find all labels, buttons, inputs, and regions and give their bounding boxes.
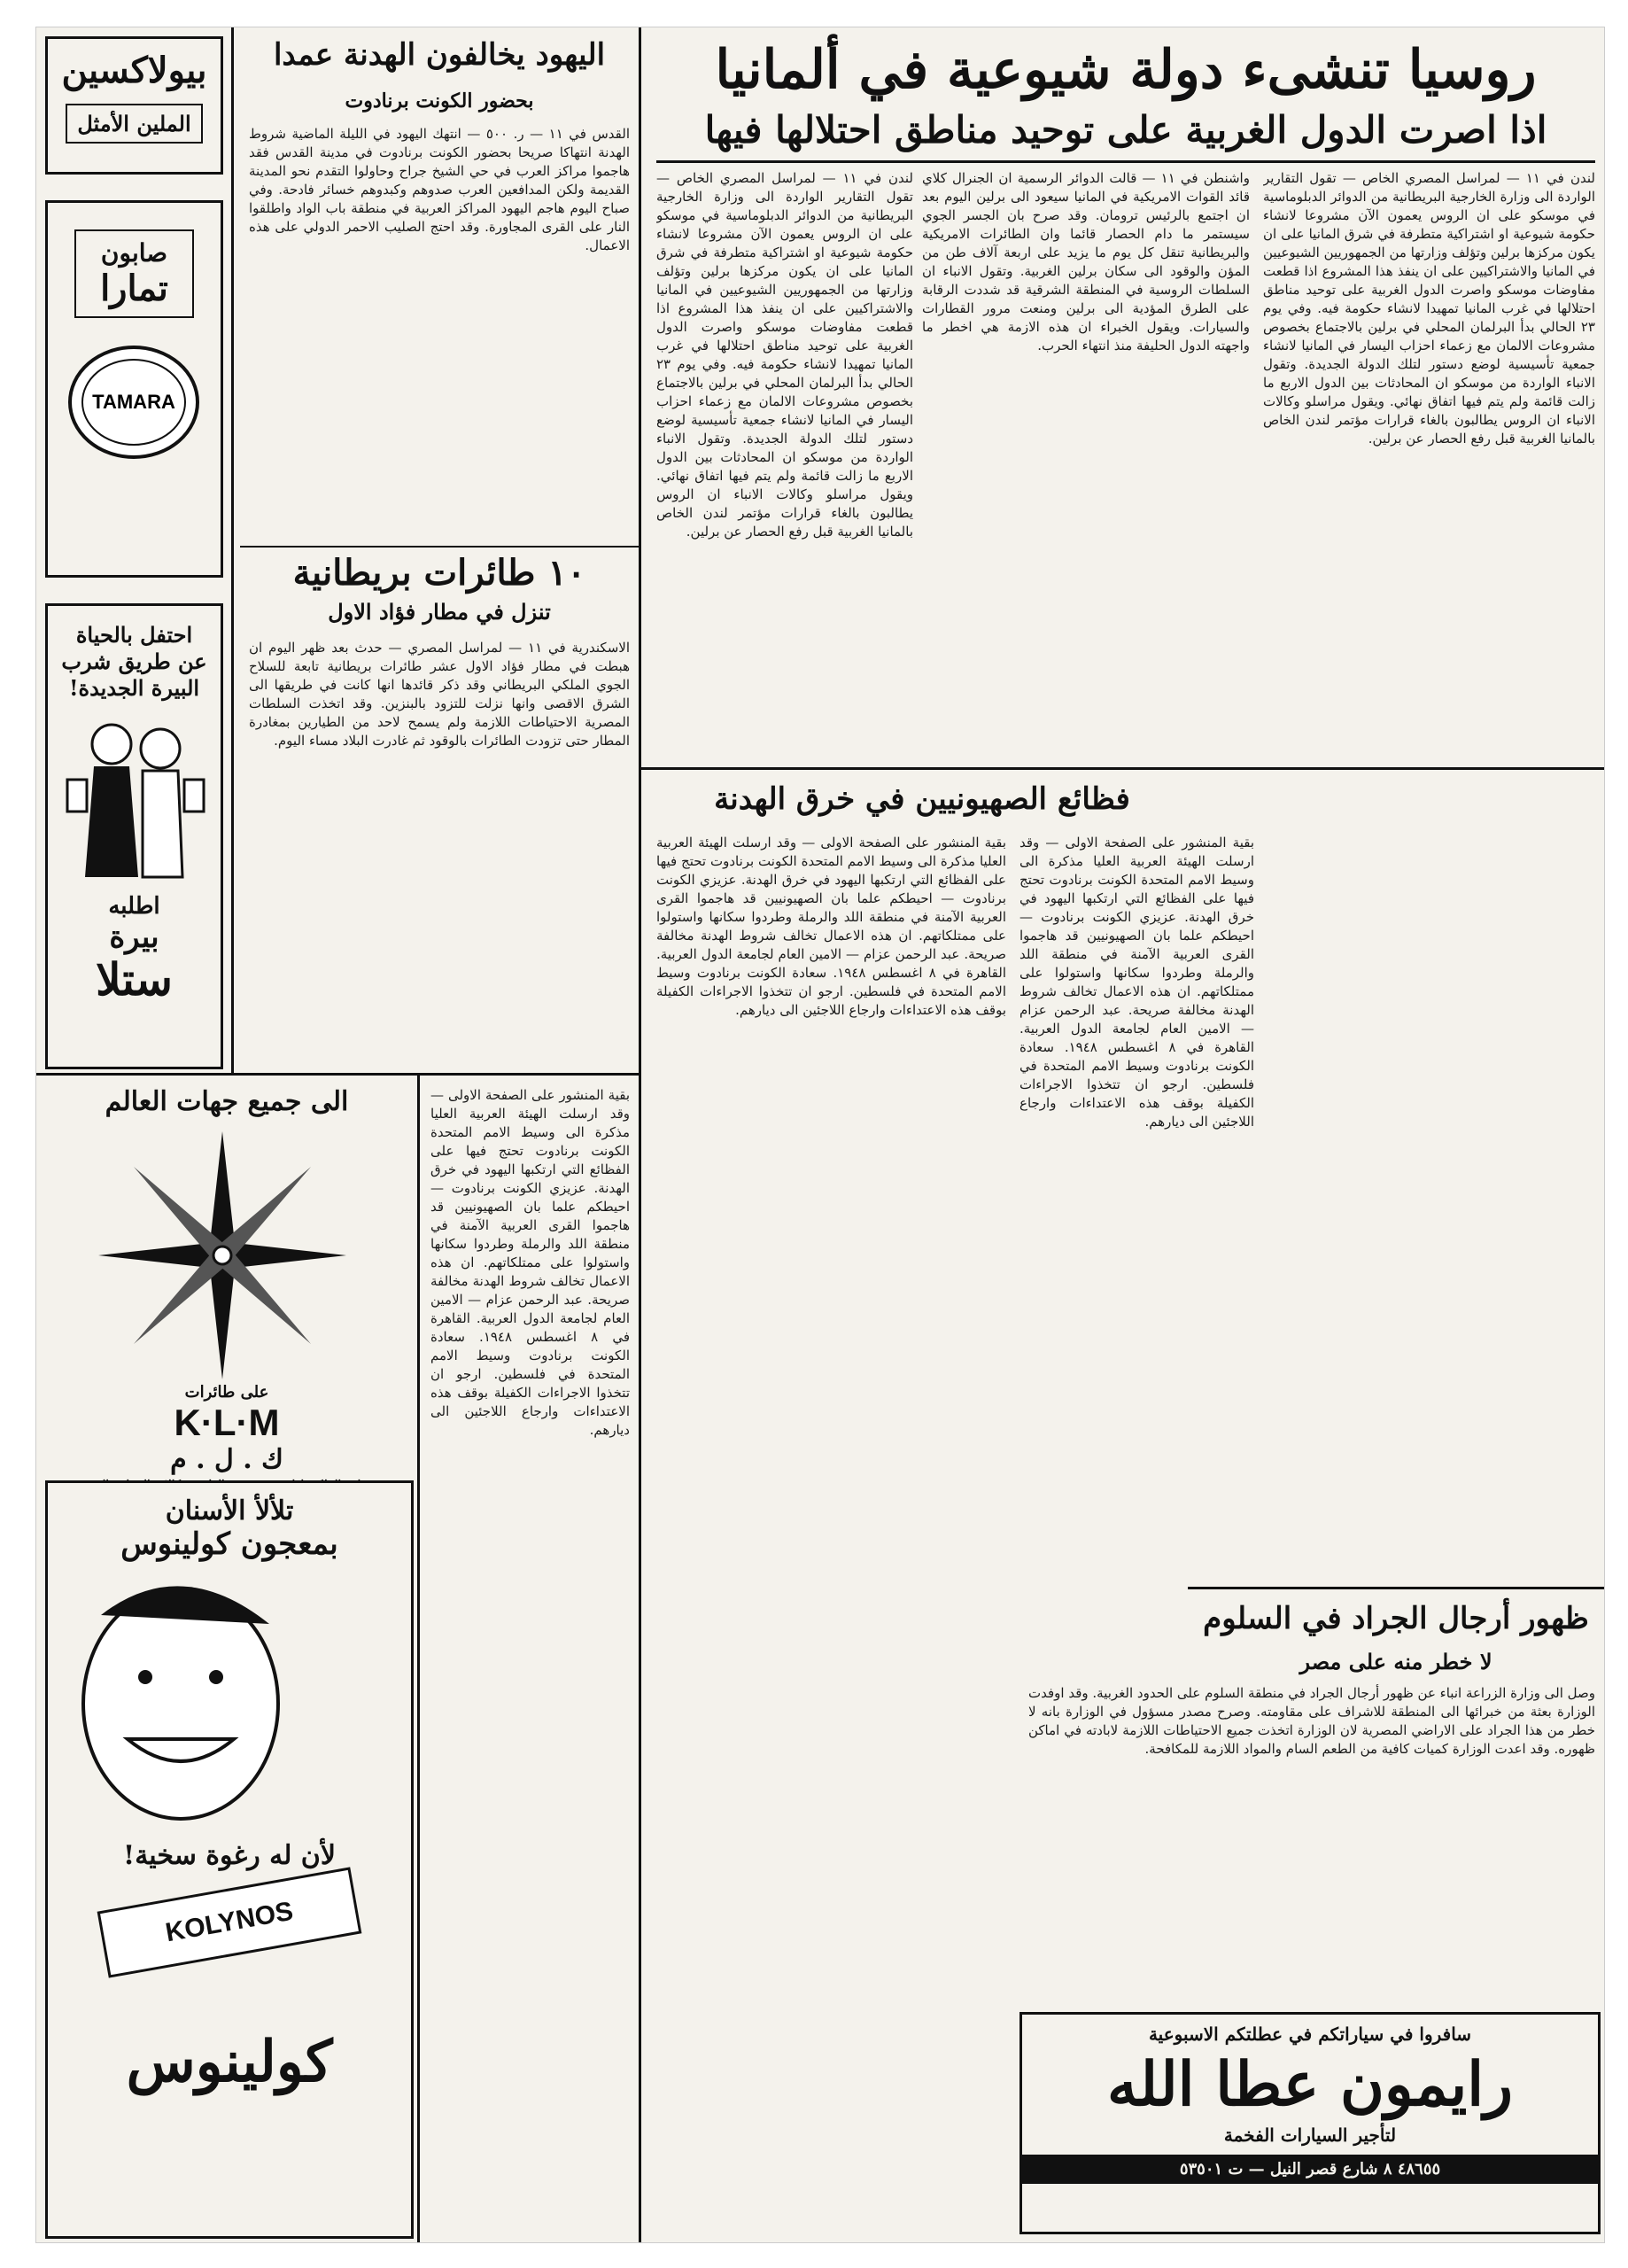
klm-top-line: الى جميع جهات العالم bbox=[105, 1086, 349, 1117]
soap-bar-icon bbox=[63, 336, 205, 469]
klm-letters: K·L·M bbox=[174, 1402, 280, 1443]
section-rule bbox=[36, 1073, 639, 1076]
ad-stella-beer bbox=[45, 603, 223, 1069]
planes-subheadline: تنزل في مطار فؤاد الاول bbox=[328, 599, 551, 625]
compass-rose-icon bbox=[45, 1122, 399, 1379]
main-story-col-2: واشنطن في ١١ — قالت الدوائر الرسمية ان الجنرال كلاي قائد القوات الامريكية في المانيا سيعود الى برلين اليوم بعد ان اجتمع بالرئيس ترومان. وقد صرح بان الجسر الجوي سيستمر ما دام الحصار قائما وان الطائرات الامريكية والبريطانية تنقل كل يوم ما يزيد على اربعة آلاف طن من المؤن والوقود الى سكان برلين الغربية. وتقول الانباء ان السلطات الروسية في المنطقة الشرقية قد شددت الرقابة على الطرق المؤدية الى برلين ومنعت مرور القطارات والسيارات. ويقول الخبراء ان هذه الازمة هي اخطر ما واجهته الدول الحليفة منذ انتهاء الحرب. bbox=[922, 170, 1250, 353]
klm-arabic: ك . ل . م bbox=[170, 1444, 283, 1475]
tamara-line-2: تمارا bbox=[100, 268, 168, 309]
kolynos-brand: كولينوس bbox=[126, 2029, 333, 2095]
kolynos-sub-line: بمعجون كولينوس bbox=[120, 1526, 338, 1562]
ad-klm bbox=[45, 1086, 408, 1475]
biolaxine-tagline: الملين الأمثل bbox=[66, 104, 203, 144]
rayon-brand: رايمون عطا الله bbox=[1106, 2049, 1514, 2120]
ad-kolynos bbox=[45, 1480, 414, 2239]
stella-line-1: احتفل بالحياة bbox=[75, 622, 193, 648]
tamara-wrapper-text: TAMARA bbox=[92, 391, 175, 413]
kolynos-slogan: لأن له رغوة سخية! bbox=[123, 1840, 336, 1871]
headline-rule bbox=[656, 160, 1595, 163]
smiling-man-icon bbox=[48, 1562, 402, 1828]
jews-article-text: القدس في ١١ — ر. ٥٠٠ — انتهك اليهود في الليلة الماضية شروط الهدنة انتهاكا صريحا بحضور الكونت برنادوت في مدينة القدس فقد هاجموا مراكز العرب في حي الشيخ جراح وحاولوا التقدم نحو المدينة القديمة ولكن المدافعين العرب صدوهم وكبدوهم خسائر فادحة. وفي صباح اليوم هاجم اليهود المراكز العربية في منطقة باب الواد واطلقوا النار على القرى المجاورة. وقد احتج الصليب الاحمر الدولي على هذه الاعمال. bbox=[249, 126, 630, 253]
planes-article-text: الاسكندرية في ١١ — لمراسل المصري — حدث بعد ظهر اليوم ان هبطت في مطار فؤاد الاول عشر طائرات بريطانية تابعة للسلاح الجوي الملكي البريطاني وقد ذكر قائدها انها كانت في طريقها الى الشرق الاقصى وانها نزلت للتزود بالبنزين. وقد اتخذت السلطات المصرية الاحتياطات اللازمة ولم يسمح لاحد من الطيارين بمغادرة المطار حتى تزودت الطائرات بالوقود ثم غادرت البلاد مساء اليوم. bbox=[249, 640, 630, 749]
tamara-line-1: صابون bbox=[100, 238, 168, 268]
couple-drinking-icon bbox=[58, 709, 209, 886]
ad-tamara-soap bbox=[45, 200, 223, 578]
planes-headline: ١٠ طائرات بريطانية bbox=[292, 552, 586, 594]
section-rule bbox=[1188, 1587, 1604, 1589]
klm-label: على طائرات bbox=[184, 1383, 269, 1402]
stella-product: بيرة bbox=[109, 920, 159, 955]
locust-subheadline: لا خطر منه على مصر bbox=[1299, 1649, 1492, 1674]
ad-biolaxine bbox=[45, 36, 223, 175]
jews-byline: بحضور الكونت برنادوت bbox=[345, 89, 534, 113]
main-headline: روسيا تنشىء دولة شيوعية في ألمانيا bbox=[715, 39, 1537, 101]
main-subheadline: اذا اصرت الدول الغربية على توحيد مناطق احتلالها فيها bbox=[704, 108, 1547, 151]
column-rule bbox=[639, 27, 641, 2242]
stella-line-2: عن طريق شرب bbox=[61, 649, 207, 674]
main-story-col-1: لندن في ١١ — لمراسل المصري الخاص — تقول التقارير الواردة الى وزارة الخارجية البريطانية من الدوائر الدبلوماسية في موسكو على ان الروس يعمون الآن مشروعا لانشاء حكومة شيوعية او اشتراكية متطرفة في شرق المانيا على ان يكون مركزها برلين وتؤلف وزارتها من الجمهوريين الشيوعيين في المانيا والاشتراكيين على ان ينفذ هذا المشروع اذا قطعت مفاوضات موسكو واصرت الدول الغربية على توحيد مناطق احتلالها في غرب المانيا تمهيدا لانشاء حكومة فيه. وفي يوم ٢٣ الحالي بدأ البرلمان المحلي في برلين بالاجتماع بخصوص مشروعات الالمان مع زعماء احزاب اليسار في المانيا لانشاء جمعية تأسيسية لوضع دستور لتلك الدولة الجديدة. وتقول الانباء الواردة من موسكو ان المحادثات بين الدول الاربع ما زالت قائمة ولم يتم فيها اتفاق نهائي. ويقول مراسلو وكالات الانباء ان الروس يطالبون بالغاء قرارات مؤتمر لندن الخاص بالمانيا الغربية قبل رفع الحصار عن برلين. bbox=[1263, 170, 1595, 447]
stella-brand: ستلا bbox=[96, 953, 173, 1006]
main-story-col-3: لندن في ١١ — لمراسل المصري الخاص — تقول التقارير الواردة الى وزارة الخارجية البريطانية من الدوائر الدبلوماسية في موسكو على ان الروس يعمون الآن مشروعا لانشاء حكومة شيوعية او اشتراكية متطرفة في شرق المانيا على ان يكون مركزها برلين وتؤلف وزارتها من الجمهوريين الشيوعيين في المانيا والاشتراكيين على ان ينفذ هذا المشروع اذا قطعت مفاوضات موسكو واصرت الدول الغربية على توحيد مناطق احتلالها في غرب المانيا تمهيدا لانشاء حكومة فيه. وفي يوم ٢٣ الحالي بدأ البرلمان المحلي في برلين بالاجتماع بخصوص مشروعات الالمان مع زعماء احزاب اليسار في المانيا لانشاء جمعية تأسيسية لوضع دستور لتلك الدولة الجديدة. وتقول الانباء الواردة من موسكو ان المحادثات بين الدول الاربع ما زالت قائمة ولم يتم فيها اتفاق نهائي. ويقول مراسلو وكالات الانباء ان الروس يطالبون بالغاء قرارات مؤتمر لندن الخاص بالمانيا الغربية قبل رفع الحصار عن برلين. bbox=[656, 170, 913, 540]
toothpaste-tube: KOLYNOS bbox=[97, 1867, 362, 1977]
zionist-col-2: بقية المنشور على الصفحة الاولى — وقد ارسلت الهيئة العربية العليا مذكرة الى وسيط الامم المتحدة الكونت برنادوت تحتج فيها على الفظائع التي ارتكبها اليهود في خرق الهدنة. عزيزي الكونت برنادوت — احيطكم علما بان الصهيونيين قد هاجموا القرى العربية الآمنة في منطقة اللد والرملة وطردوا سكانها واستولوا على ممتلكاتهم. ان هذه الاعمال تخالف شروط الهدنة مخالفة صريحة. عبد الرحمن عزام — الامين العام لجامعة الدول العربية. القاهرة في ٨ اغسطس ١٩٤٨. سعادة الكونت برنادوت وسيط الامم المتحدة في فلسطين. ارجو ان تتخذوا الاجراءات الكفيلة بوقف هذه الاعتداءات وارجاع اللاجئين الى ديارهم. bbox=[656, 835, 1006, 1018]
newspaper-page bbox=[35, 27, 1605, 2243]
stella-order: اطلبه bbox=[108, 893, 160, 920]
rayon-sub: لتأجير السيارات الفخمة bbox=[1223, 2124, 1397, 2146]
locust-article-text: وصل الى وزارة الزراعة انباء عن ظهور أرجال الجراد في منطقة السلوم على الحدود الغربية. وقد اوفدت الوزارة بعثة من خبرائها الى المنطقة للاشراف على مقاومته. وصرح مصدر مسؤول في الوزارة بانه لا خطر من هذا الجراد على الاراضي المصرية لان الوزارة اتخذت جميع الاحتياطات اللازمة لابادته في اماكن ظهوره. وقد اعدت الوزارة كميات كافية من الطعم السام والمواد اللازمة للمكافحة. bbox=[1028, 1685, 1595, 1757]
zionist-headline: فظائع الصهيونيين في خرق الهدنة bbox=[714, 781, 1130, 817]
zionist-col-3: بقية المنشور على الصفحة الاولى — وقد ارسلت الهيئة العربية العليا مذكرة الى وسيط الامم المتحدة الكونت برنادوت تحتج فيها على الفظائع التي ارتكبها اليهود في خرق الهدنة. عزيزي الكونت برنادوت — احيطكم علما بان الصهيونيين قد هاجموا القرى العربية الآمنة في منطقة اللد والرملة وطردوا سكانها واستولوا على ممتلكاتهم. ان هذه الاعمال تخالف شروط الهدنة مخالفة صريحة. عبد الرحمن عزام — الامين العام لجامعة الدول العربية. القاهرة في ٨ اغسطس ١٩٤٨. سعادة الكونت برنادوت وسيط الامم المتحدة في فلسطين. ارجو ان تتخذوا الاجراءات الكفيلة بوقف هذه الاعتداءات وارجاع اللاجئين الى ديارهم. bbox=[430, 1087, 630, 1438]
column-rule bbox=[231, 27, 234, 1073]
column-rule bbox=[417, 1073, 420, 2242]
zionist-col-1: بقية المنشور على الصفحة الاولى — وقد ارسلت الهيئة العربية العليا مذكرة الى وسيط الامم المتحدة الكونت برنادوت تحتج فيها على الفظائع التي ارتكبها اليهود في خرق الهدنة. عزيزي الكونت برنادوت — احيطكم علما بان الصهيونيين قد هاجموا القرى العربية الآمنة في منطقة اللد والرملة وطردوا سكانها واستولوا على ممتلكاتهم. ان هذه الاعمال تخالف شروط الهدنة مخالفة صريحة. عبد الرحمن عزام — الامين العام لجامعة الدول العربية. القاهرة في ٨ اغسطس ١٩٤٨. سعادة الكونت برنادوت وسيط الامم المتحدة في فلسطين. ارجو ان تتخذوا الاجراءات الكفيلة بوقف هذه الاعتداءات وارجاع اللاجئين الى ديارهم. bbox=[1019, 835, 1254, 1130]
jews-headline: اليهود يخالفون الهدنة عمدا bbox=[273, 37, 606, 73]
rayon-footer: ٤٨٦٥٥ ٨ شارع قصر النيل — ت ٥٣٥٠١ bbox=[1022, 2155, 1598, 2184]
kolynos-top-line: تلألأ الأسنان bbox=[165, 1495, 294, 1526]
rayon-top-line: سافروا في سياراتكم في عطلتكم الاسبوعية bbox=[1148, 2023, 1472, 2045]
stella-line-3: البيرة الجديدة! bbox=[68, 675, 200, 701]
ad-rayon-attalla bbox=[1019, 2012, 1601, 2234]
locust-headline: ظهور أرجال الجراد في السلوم bbox=[1203, 1601, 1589, 1636]
article-rule bbox=[240, 546, 639, 548]
biolaxine-brand: بيولاكسين bbox=[61, 50, 207, 91]
